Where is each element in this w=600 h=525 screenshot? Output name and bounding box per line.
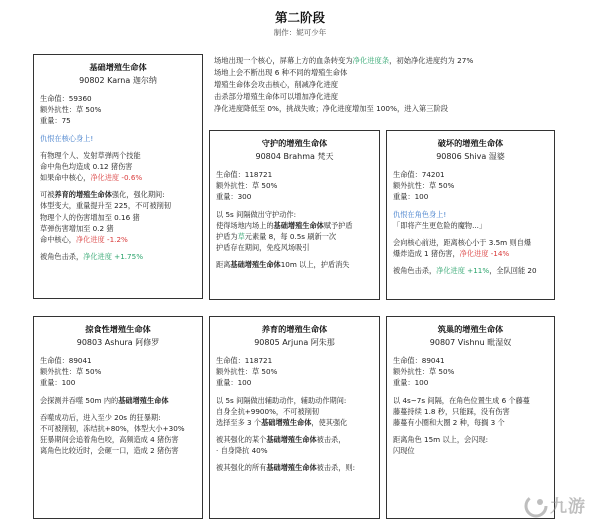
purify-delta: 净化进度 -0.6% — [90, 173, 143, 183]
desc-text: 基础增殖生命体 — [118, 395, 169, 405]
watermark — [522, 491, 594, 521]
desc-text: 命中核心， — [40, 234, 76, 244]
desc-line — [40, 172, 196, 183]
desc-text: 选择至多 3 个 — [216, 417, 262, 427]
stat-hp: 生命值：59360 — [40, 94, 92, 104]
desc-line: 藤蔓有小圈和大圈 2 种，每搁 3 个 — [393, 417, 505, 427]
desc-line — [40, 395, 196, 406]
desc-line — [40, 189, 196, 200]
card-name: 筑巢的增殖生命体 — [437, 324, 504, 334]
stat-weight: 重量：100 — [393, 378, 429, 388]
card-id: 90803 Ashura 阿修罗 — [76, 337, 160, 347]
desc-line: 吞噬成功后，进入至少 20s 的狂暴期: — [40, 412, 161, 422]
stat-resist: 额外抗性：草 50% — [216, 181, 278, 191]
desc-line: 以 5s 间隔做出辅助动作，辅助动作期间: — [216, 395, 347, 405]
stat-resist: 额外抗性：草 50% — [393, 367, 455, 377]
desc-line — [216, 434, 373, 445]
desc-text: 被击杀， — [316, 435, 346, 445]
intro-line-5: 净化进度降低至 0%，挑战失败；净化进度增加至 100%，进入第三阶段 — [214, 104, 449, 114]
stat-resist: 额外抗性：草 50% — [393, 181, 455, 191]
card-name: 守护的增殖生命体 — [261, 138, 328, 148]
stat-hp: 生命值：118721 — [216, 356, 273, 366]
desc-line: 离角色比较近时，会砸一口，造成 2 猪伤害 — [40, 446, 179, 456]
intro-line-3: 增殖生命体会攻击核心，削减净化进度 — [214, 80, 339, 90]
desc-text: 被其强化的所有 — [216, 463, 267, 473]
desc-line — [40, 251, 196, 262]
desc-line: 狂暴期间会追着角色咬，高频造成 4 猪伤害 — [40, 435, 179, 445]
card-karna — [33, 54, 203, 299]
desc-text: 基础增殖生命体 — [261, 417, 312, 427]
card-shiva — [386, 130, 555, 300]
desc-text: 基础增殖生命体 — [266, 463, 317, 473]
desc-text: 赋予护盾 — [323, 220, 353, 230]
desc-line — [216, 462, 373, 473]
element-label: 草 — [237, 231, 245, 241]
desc-text: 护盾为 — [216, 231, 238, 241]
stat-resist: 额外抗性：草 50% — [40, 105, 102, 115]
quote-line: 「即将产生更危险的魔物...」 — [393, 220, 487, 230]
desc-text: 10m 以上，护盾消失 — [280, 260, 350, 270]
desc-line: · 自身降抗 40% — [216, 446, 268, 456]
aggro-note: 仇恨在角色身上! — [393, 209, 447, 219]
desc-text: ，全队回能 20 — [489, 266, 537, 276]
stat-resist: 额外抗性：草 50% — [216, 367, 278, 377]
purify-progress-label: 净化进度条 — [352, 56, 390, 65]
desc-line: 草弹伤害增加至 0.2 猪 — [40, 223, 114, 233]
card-id: 90805 Arjuna 阿朱那 — [254, 337, 335, 347]
card-id: 90804 Brahma 梵天 — [255, 151, 334, 161]
purify-delta: 净化进度 -14% — [459, 249, 510, 259]
stat-hp: 生命值：89041 — [40, 356, 92, 366]
desc-line: 以 5s 间隔做出守护动作: — [216, 209, 296, 219]
desc-text: ，使其强化 — [311, 417, 348, 427]
card-ashura — [33, 316, 203, 519]
stat-weight: 重量：100 — [393, 192, 429, 202]
desc-text: 如果命中核心， — [40, 173, 91, 183]
desc-text: 距离 — [216, 260, 231, 270]
desc-text: 被角色击杀， — [40, 251, 84, 261]
desc-text: 被击杀，则: — [316, 463, 356, 473]
card-brahma — [209, 130, 380, 300]
desc-text: 被角色击杀， — [393, 266, 437, 276]
desc-text: 会探测并吞噬 50m 内的 — [40, 395, 119, 405]
desc-line: 以 4s~7s 间隔，在角色位置生成 6 个藤蔓 — [393, 395, 530, 405]
desc-text: 养育的增殖生命体 — [54, 190, 112, 200]
stat-hp: 生命值：118721 — [216, 170, 273, 180]
nine-game-logo-icon — [522, 492, 550, 520]
purify-delta: 净化进度 -1.2% — [75, 234, 128, 244]
aggro-note: 仇恨在核心身上! — [40, 133, 94, 143]
desc-text: 元素量 8，每 0.5s 刷新一次 — [244, 231, 337, 241]
stat-weight: 重量：75 — [40, 116, 71, 126]
desc-line: 距离角色 15m 以上，会闪现: — [393, 435, 489, 445]
desc-line: 闪现位 — [393, 446, 415, 456]
intro-text: 场地出现一个核心，屏幕上方的血条转变为 — [214, 56, 353, 65]
purify-delta: 净化进度 +11% — [436, 266, 490, 276]
card-name: 掠食性增殖生命体 — [85, 324, 151, 334]
desc-line: 会向核心前进，距离核心小于 3.5m 则自爆 — [393, 237, 532, 247]
desc-line: 自身全抗+9900%，不可被削韧 — [216, 406, 320, 416]
stat-hp: 生命值：89041 — [393, 356, 445, 366]
desc-line — [216, 231, 373, 242]
purify-delta: 净化进度 +1.75% — [83, 251, 144, 261]
desc-line: 不可被削韧，冻结抗+80%，体型大小+30% — [40, 423, 185, 433]
desc-line: 护盾存在期间，免疫风场吸引 — [216, 243, 310, 253]
card-name: 养育的增殖生命体 — [261, 324, 328, 334]
card-name: 破坏的增殖生命体 — [437, 138, 504, 148]
intro-line-1 — [214, 55, 594, 67]
desc-line: 物理个人的伤害增加至 0.16 猪 — [40, 212, 140, 222]
desc-line — [216, 259, 373, 270]
desc-line — [393, 248, 548, 259]
desc-text: 可被 — [40, 190, 55, 200]
intro-text: ，初始净化进度约为 27% — [389, 56, 474, 65]
stat-weight: 重量：100 — [40, 378, 76, 388]
watermark-text: 九游 — [550, 497, 586, 517]
desc-line: 藤蔓持续 1.8 秒，只能踩，没有伤害 — [393, 406, 510, 416]
card-name: 基础增殖生命体 — [89, 62, 147, 72]
stat-hp: 生命值：74201 — [393, 170, 445, 180]
stat-weight: 重量：100 — [216, 378, 252, 388]
stage-intro — [214, 55, 594, 116]
desc-text: 强化，强化期间: — [111, 190, 165, 200]
desc-text: 被其强化的某个 — [216, 435, 267, 445]
desc-text: 基础增殖生命体 — [273, 220, 324, 230]
card-id: 90807 Vishnu 毗湿奴 — [429, 337, 512, 347]
desc-text: 基础增殖生命体 — [230, 260, 281, 270]
desc-line — [216, 417, 373, 428]
desc-line — [216, 220, 373, 231]
stat-resist: 额外抗性：草 50% — [40, 367, 102, 377]
desc-line — [393, 265, 548, 276]
desc-line: 体型变大，重量提升至 225，不可被削韧 — [40, 201, 172, 211]
desc-line — [40, 234, 196, 245]
card-arjuna — [209, 316, 380, 519]
desc-text: 基础增殖生命体 — [266, 435, 317, 445]
desc-text: 爆炸造成 1 猪伤害， — [393, 249, 460, 259]
card-id: 90806 Shiva 湿婆 — [436, 151, 505, 161]
page-title: 第二阶段 — [274, 10, 325, 25]
card-id: 90802 Karna 迦尔纳 — [79, 75, 157, 85]
stat-weight: 重量：300 — [216, 192, 252, 202]
page-subtitle: 制作：妮可少年 — [273, 28, 327, 37]
card-vishnu — [386, 316, 555, 519]
intro-line-4: 击杀部分增殖生命体可以增加净化进度 — [214, 92, 339, 102]
desc-text: 使得场地内场上的 — [216, 220, 274, 230]
desc-line: 有物理个人、发射草弹两个技能 — [40, 150, 141, 160]
desc-line: 命中角色均造成 0.12 猪伤害 — [40, 161, 133, 171]
intro-line-2: 场地上会不断出现 6 种不同的增殖生命体 — [214, 68, 348, 78]
